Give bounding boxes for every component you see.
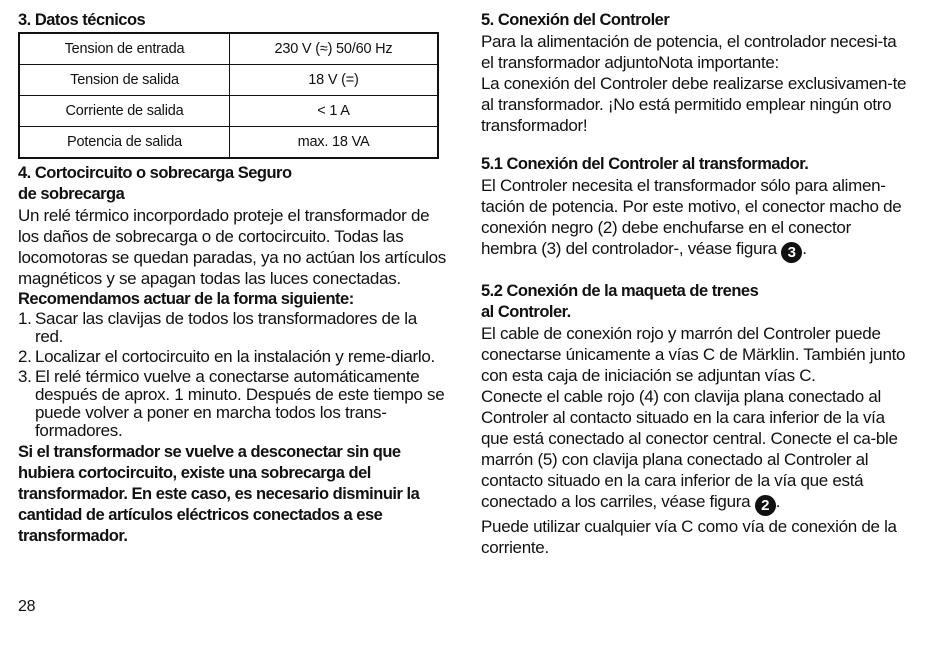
table-cell-value: < 1 A <box>230 96 439 127</box>
recommend-heading: Recomendamos actuar de la forma siguiente: <box>18 290 354 308</box>
figure-3-badge: 3 <box>781 242 802 263</box>
table-cell-label: Potencia de salida <box>19 127 230 159</box>
section-4-paragraph: Un relé térmico incorpordado proteje el transformador de los daños de sobrecarga o de cortocircuito. Todas las locomotoras se quedan paradas, ya no actúan los artículos magnéticos y se apagan todas las luces conectadas. <box>18 206 447 288</box>
figure-2-badge: 2 <box>755 495 776 516</box>
step-text: El relé térmico vuelve a conectarse automáticamente después de aprox. 1 minuto. Después de este tiempo se puede volver a poner en marcha todos los trans-formadores. <box>35 367 445 440</box>
table-row <box>19 127 438 159</box>
section-5-1-text: El Controler necesita el transformador sólo para alimen-tación de potencia. Por este motivo, el conector macho de conexión negro (2) debe enchufarse en el conector hembra (3) del controlador-, véase figura <box>481 176 902 258</box>
section-5-2-title-line2: al Controler. <box>481 303 571 321</box>
table-cell-label: Tension de entrada <box>19 33 230 65</box>
table-row <box>19 33 438 65</box>
left-column <box>18 10 446 547</box>
section-5-title: 5. Conexión del Controler <box>481 11 670 29</box>
step-text: Sacar las clavijas de todos los transformadores de la red. <box>35 309 417 346</box>
section-5-2-paragraph-1: El cable de conexión rojo y marrón del Controler puede conectarse únicamente a vías C de Märklin. También junto con esta caja de iniciación se adjuntan vías C. <box>481 324 906 385</box>
step-text: Localizar el cortocircuito en la instalación y reme-diarlo. <box>35 347 435 366</box>
table-row <box>19 65 438 96</box>
overload-warning: Si el transformador se vuelve a desconectar sin que hubiera cortocircuito, existe una sobrecarga del transformador. En este caso, es necesario disminuir la cantidad de artículos eléctricos conectados a ese transformador. <box>18 443 420 545</box>
list-item <box>18 310 446 346</box>
section-5-2-paragraph-2: Conecte el cable rojo (4) con clavija plana conectado al Controler al contacto situado en la cara inferior de la vía que está conectado al conector central. Conecte el ca-ble marrón (5) con clavija plana conectado al Controler al contacto situado en la cara inferior de la vía que está conectado a los carriles, véase figura 2 . <box>481 387 898 514</box>
table-cell-value: 230 V (≈) 50/60 Hz <box>230 33 439 65</box>
right-column <box>481 10 911 558</box>
section-4-title-line1: 4. Cortocircuito o sobrecarga Seguro <box>18 164 292 182</box>
steps-list <box>18 310 446 440</box>
step-number: 3. <box>18 367 32 386</box>
section-5-paragraph-2: La conexión del Controler debe realizarse exclusivamen-te al transformador. ¡No está permitido emplear ningún otro transformador! <box>481 74 907 135</box>
list-item <box>18 368 446 440</box>
table-row <box>19 96 438 127</box>
section-5-1-paragraph: El Controler necesita el transformador sólo para alimen-tación de potencia. Por este motivo, el conector macho de conexión negro (2) debe enchufarse en el conector hembra (3) del controlador-, véase figura 3 . <box>481 176 902 261</box>
section-3-title: 3. Datos técnicos <box>18 11 146 29</box>
section-5-2-text: Conecte el cable rojo (4) con clavija plana conectado al Controler al contacto situado en la cara inferior de la vía que está conectado al conector central. Conecte el ca-ble marrón (5) con clavija plana conectado al Controler al contacto situado en la cara inferior de la vía que está conectado a los carriles, véase figura <box>481 387 898 511</box>
table-cell-label: Tension de salida <box>19 65 230 96</box>
section-4-title-line2: de sobrecarga <box>18 185 125 203</box>
table-cell-value: 18 V (=) <box>230 65 439 96</box>
section-5-2-paragraph-3: Puede utilizar cualquier vía C como vía de conexión de la corriente. <box>481 517 897 557</box>
table-cell-value: max. 18 VA <box>230 127 439 159</box>
technical-data-table <box>18 32 439 159</box>
step-number: 1. <box>18 309 32 328</box>
section-5-1-title: 5.1 Conexión del Controler al transformador. <box>481 155 809 173</box>
section-5-paragraph-1: Para la alimentación de potencia, el controlador necesi-ta el transformador adjuntoNota importante: <box>481 32 897 72</box>
step-number: 2. <box>18 347 32 366</box>
page-number: 28 <box>18 598 36 615</box>
list-item <box>18 348 446 366</box>
section-5-2-title-line1: 5.2 Conexión de la maqueta de trenes <box>481 282 759 300</box>
table-cell-label: Corriente de salida <box>19 96 230 127</box>
